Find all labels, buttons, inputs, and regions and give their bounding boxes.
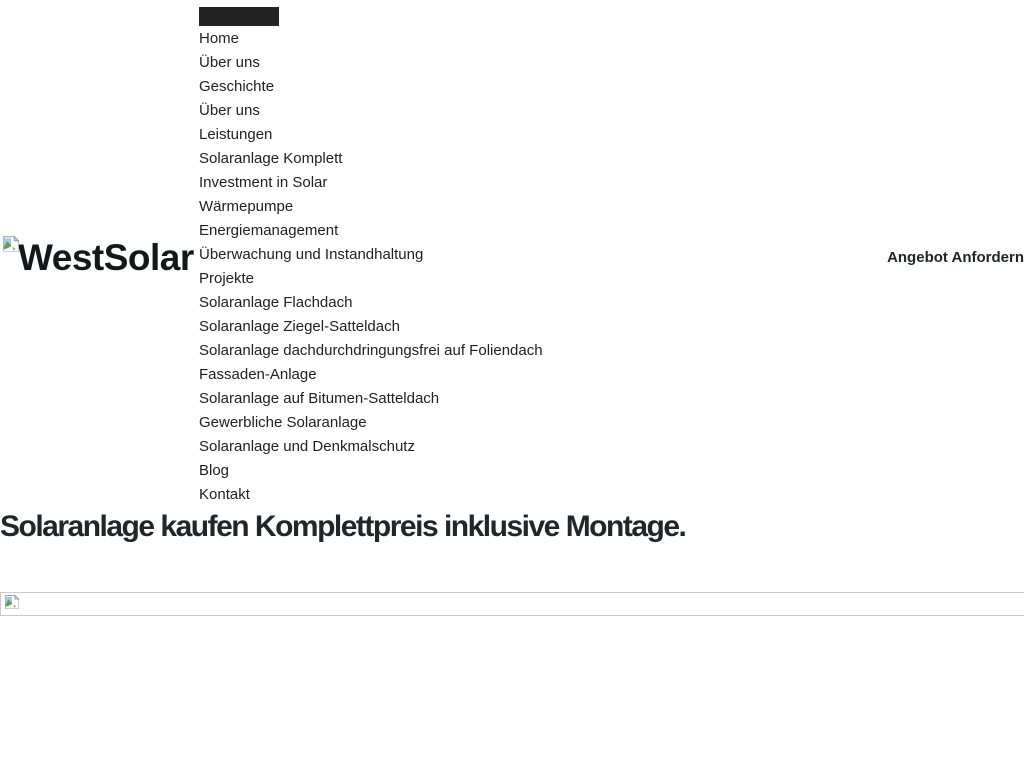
- broken-image-icon: [2, 235, 20, 258]
- nav-link[interactable]: Energiemanagement: [199, 222, 339, 239]
- nav-link[interactable]: Kontakt: [199, 486, 250, 503]
- main-nav: [199, 7, 543, 507]
- nav-link[interactable]: Solaranlage Komplett: [199, 150, 343, 167]
- nav-link[interactable]: Fassaden-Anlage: [199, 366, 317, 383]
- hero-broken-image: [0, 592, 1024, 616]
- nav-link[interactable]: Solaranlage dachdurchdringungsfrei auf Foliendach: [199, 342, 543, 359]
- nav-link[interactable]: Projekte: [199, 270, 255, 287]
- nav-link[interactable]: Über uns: [199, 102, 260, 119]
- nav-link[interactable]: Überwachung und Instandhaltung: [199, 246, 424, 263]
- nav-dark-placeholder-block[interactable]: [199, 7, 279, 26]
- logo-link[interactable]: [0, 236, 199, 278]
- nav-link[interactable]: Investment in Solar: [199, 174, 328, 191]
- nav-link[interactable]: Leistungen: [199, 126, 273, 143]
- nav-link[interactable]: Solaranlage Flachdach: [199, 294, 353, 311]
- nav-link[interactable]: Wärmepumpe: [199, 198, 294, 215]
- logo-alt-text: WestSolar: [18, 236, 194, 278]
- request-quote-link[interactable]: Angebot Anfordern: [887, 248, 1024, 266]
- nav-link[interactable]: Home: [199, 30, 240, 47]
- nav-link[interactable]: Solaranlage und Denkmalschutz: [199, 438, 415, 455]
- nav-link[interactable]: Solaranlage auf Bitumen-Satteldach: [199, 390, 440, 407]
- nav-link[interactable]: Gewerbliche Solaranlage: [199, 414, 367, 431]
- broken-image-icon: [4, 594, 20, 615]
- page-title: Solaranlage kaufen Komplettpreis inklusive Montage.: [0, 510, 686, 543]
- nav-link[interactable]: Solaranlage Ziegel-Satteldach: [199, 318, 400, 335]
- nav-link[interactable]: Über uns: [199, 54, 260, 71]
- nav-link[interactable]: Blog: [199, 462, 230, 479]
- nav-link[interactable]: Geschichte: [199, 78, 275, 95]
